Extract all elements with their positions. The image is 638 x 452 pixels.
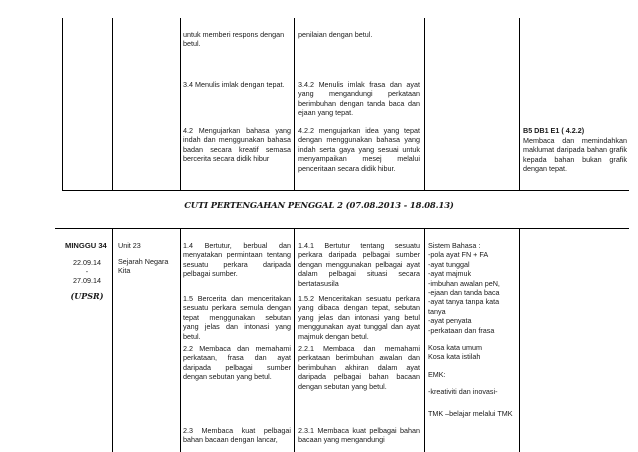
week-date-end: 27.09.14 — [73, 276, 101, 285]
learning-1-5-2: 1.5.2 Menceritakan sesuatu perkara yang dibaca dengan tepat, sebutan yang jelas dan intonasi yang betul menggunakan ayat tunggal dan ayat majmuk dengan betul. — [298, 294, 420, 341]
grid-line — [180, 228, 181, 452]
learning-4-2-2: 4.2.2 mengujarkan idea yang tepat dengan menggunakan bahasa yang indah serta gaya yang sesuai untuk menyampaikan mesej melalui penceritaan secara didik hibur. — [298, 126, 420, 173]
standard-2-2: 2.2 Membaca dan memahami perkataan, frasa dan ayat daripada pelbagai sumber dengan sebutan yang betul. — [183, 344, 291, 382]
unit-title: Sejarah Negara Kita — [118, 257, 169, 276]
unit-number: Unit 23 — [118, 241, 141, 250]
grid-line — [62, 18, 63, 190]
grammar-item: -perkataan dan frasa — [428, 325, 495, 335]
week-label: MINGGU 34 — [65, 241, 107, 250]
standard-4-2: 4.2 Mengujarkan bahasa yang indah dan menggunakan bahasa badan secara kreatif semasa bercerita secara didik hibur — [183, 126, 291, 164]
holiday-banner: CUTI PERTENGAHAN PENGGAL 2 (07.08.2013 - 18.08.13) — [184, 200, 454, 210]
week-note: (UPSR) — [70, 291, 104, 301]
top-col3-line: betul. — [183, 39, 201, 49]
grammar-item: -ayat penyata — [428, 316, 472, 326]
grammar-heading: Sistem Bahasa : — [428, 241, 481, 250]
performance-standard-desc: Membaca dan memindahkan maklumat daripada bahan grafik kepada bahan bukan grafik dengan tepat. — [523, 136, 627, 174]
grammar-item: -ayat tanya tanpa kata tanya — [428, 297, 500, 316]
learning-1-4-1: 1.4.1 Bertutur tentang sesuatu perkara daripada pelbagai sumber dengan menggunakan pelbagai ayat dalam pelbagai situasi secara bertatasusila — [298, 241, 420, 288]
top-col4-text: penilaian dengan betul. — [298, 30, 373, 39]
grid-line — [519, 18, 520, 190]
grid-line — [62, 190, 629, 191]
learning-2-2-1: 2.2.1 Membaca dan memahami perkataan berimbuhan awalan dan berimbuhan akhiran dalam ayat daripada pelbagai bahan bacaan dengan sebutan yang betul. — [298, 344, 420, 391]
grid-line — [424, 18, 425, 190]
grid-line — [55, 228, 629, 229]
grammar-notes — [428, 241, 518, 418]
learning-2-3-1: 2.3.1 Membaca kuat pelbagai bahan bacaan yang mengandungi — [298, 426, 420, 445]
grammar-item: -ayat tunggal — [428, 259, 470, 269]
grid-line — [112, 228, 113, 452]
standard-1-5: 1.5 Bercerita dan menceritakan sesuatu perkara semula dengan tepat menggunakan sebutan yang jelas dan intonasi yang betul. — [183, 294, 291, 341]
tmk-note: TMK –belajar melalui TMK — [428, 408, 513, 418]
grammar-item: -imbuhan awalan peN, — [428, 278, 500, 288]
grid-line — [180, 18, 181, 190]
grid-line — [424, 228, 425, 452]
performance-standard-code: B5 DB1 E1 ( 4.2.2) — [523, 126, 585, 135]
vocab-general: Kosa kata umum — [428, 343, 482, 353]
grammar-item: -pola ayat FN + FA — [428, 250, 489, 260]
top-col3-line: untuk memberi respons dengan — [183, 30, 285, 39]
grid-line — [112, 18, 113, 190]
week-date-dash: - — [85, 267, 89, 276]
vocab-term: Kosa kata istilah — [428, 352, 481, 362]
emk-item: -kreativiti dan inovasi- — [428, 387, 498, 397]
grid-line — [294, 228, 295, 452]
emk-heading: EMK: — [428, 369, 446, 379]
standard-1-4: 1.4 Bertutur, berbual dan menyatakan permintaan tentang sesuatu perkara daripada pelbagai sumber. — [183, 241, 291, 279]
week-date-start: 22.09.14 — [73, 258, 101, 267]
standard-3-4: 3.4 Menulis imlak dengan tepat. — [183, 80, 285, 89]
grid-line — [294, 18, 295, 190]
grammar-item: -ejaan dan tanda baca — [428, 288, 500, 298]
grid-line — [519, 228, 520, 452]
top-col3-text — [183, 30, 291, 49]
grammar-item: -ayat majmuk — [428, 269, 472, 279]
learning-3-4-2: 3.4.2 Menulis imlak frasa dan ayat yang mengandungi perkataan berimbuhan dengan tanda baca dan ejaan yang tepat. — [298, 80, 420, 118]
standard-2-3: 2.3 Membaca kuat pelbagai bahan bacaan dengan lancar, — [183, 426, 291, 445]
